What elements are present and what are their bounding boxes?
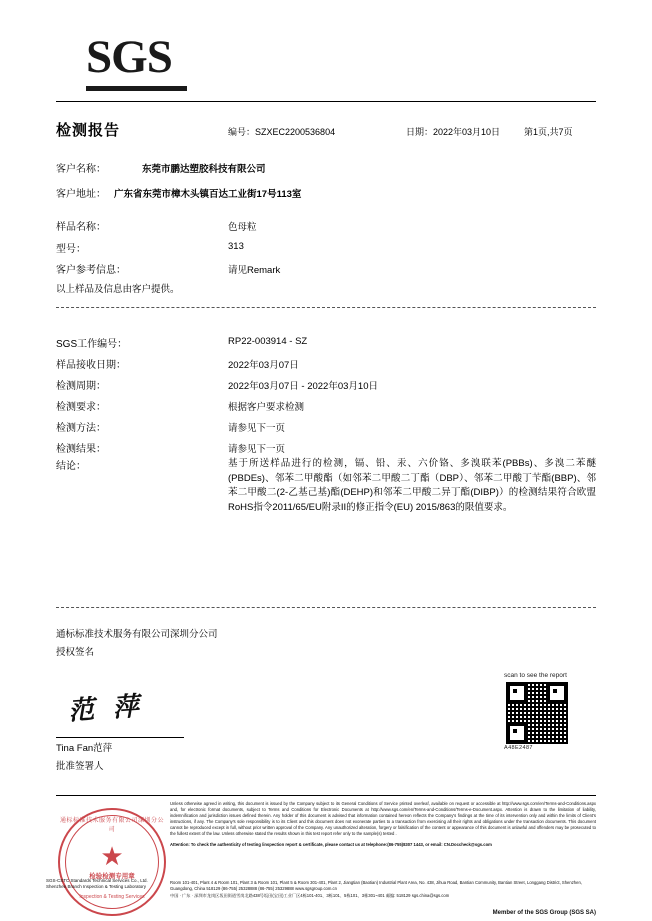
test-result-label: 检测结果：: [56, 444, 106, 455]
job-number-label: SGS工作编号：: [56, 339, 128, 350]
test-requirement-label: 检测要求：: [56, 402, 106, 413]
signatory-role: 批准签署人: [56, 761, 104, 772]
stamp-bottom-text: Inspection & Testing Services: [79, 894, 145, 900]
footer-address-block: [170, 880, 596, 899]
client-name-value: 东莞市鹏达塑胶科技有限公司: [142, 164, 266, 175]
received-date-value: 2022年03月07日: [228, 360, 299, 371]
footer-address-cn-text: 中国 · 广东 · 深圳市龙岗区坂田街道雪岗北路438号坂田(宝田)工业厂区4栋101-401、3栋101、5栋101、3栋301~401 邮编: 518129: [170, 892, 411, 898]
qr-finder-bottom-left: [507, 723, 527, 743]
report-date-value: 2022年03月10日: [433, 127, 501, 137]
footer-phone: (86-755) 25328888: [221, 886, 258, 892]
footer-email: sgs.china@sgs.com: [411, 892, 450, 898]
section-divider-top: [56, 307, 596, 308]
section-divider-bottom: [56, 607, 596, 608]
conclusion-label: 结论：: [56, 461, 86, 472]
stamp-center-text: 检验检测专用章: [89, 873, 135, 880]
test-method-value: 请参见下一页: [228, 423, 286, 434]
footer-web: www.sgsgroup.com.cn: [295, 886, 337, 892]
footer-divider: [56, 795, 596, 796]
received-date-label: 样品接收日期：: [56, 360, 126, 371]
footer-attention-text: Attention: To check the authenticity of testing /inspection report & certificate, please contact us at telephone:(86-755)8307 1443, or email: CN.Doccheck@sgs.com: [170, 842, 492, 847]
report-date: [406, 125, 500, 138]
sample-name-label: 样品名称：: [56, 222, 106, 233]
footer-member-text: Member of the SGS Group (SGS SA): [492, 910, 596, 916]
qr-finder-top-left: [507, 683, 527, 703]
footer-address-en-text: Room 101-401, Plant 4 & Room 101, Plant 3 & Room 101, Plant 5 & Room 301-401, Plant 2, Jiangtian (Baotian) Industrial Plant Area, No. 438, Jihua Road, Bantian Community, Bantian Street, Longgang District, Shenzhen, Guangdong, China 518129: [170, 880, 582, 892]
report-date-label: 日期：: [406, 127, 434, 137]
testing-period-value: 2022年03月07日 - 2022年03月10日: [228, 381, 378, 392]
page-title: 检测报告: [56, 122, 121, 139]
client-address-label: 客户地址：: [56, 189, 106, 200]
stamp-company-en: SGS-CSTC Standards Technical Services Co., Ltd.: [46, 878, 148, 883]
stamp-caption: [46, 878, 166, 891]
logo-underline: [86, 86, 187, 91]
client-reference-value: 请见Remark: [228, 265, 281, 276]
footer-fax: (86-755) 25329888: [258, 886, 294, 892]
report-number-label: 编号：: [228, 127, 256, 137]
test-method-label: 检测方法：: [56, 423, 106, 434]
client-address-value: 广东省东莞市樟木头镇百达工业街17号113室: [114, 189, 302, 200]
handwritten-signature: 范 萍: [67, 691, 146, 726]
qr-finder-top-right: [547, 683, 567, 703]
sample-name-value: 色母粒: [228, 222, 257, 233]
signature-rule: [56, 737, 184, 738]
stamp-lab-en: Shenzhen Branch Inspection & Testing Laboratory: [46, 884, 146, 890]
signing-company: 通标标准技术服务有限公司深圳分公司: [56, 629, 218, 640]
qr-code[interactable]: [504, 680, 570, 746]
official-stamp: [58, 808, 166, 916]
sample-model-value: 313: [228, 241, 244, 252]
sgs-logo: SGS: [86, 31, 172, 83]
signatory-name: Tina Fan范萍: [56, 743, 113, 754]
report-number-value: SZXEC2200536804: [255, 127, 336, 137]
client-reference-label: 客户参考信息：: [56, 265, 126, 276]
sample-model-label: 型号：: [56, 244, 86, 255]
page-indicator: 第1页,共7页: [524, 127, 573, 137]
footer-legal-text: Unless otherwise agreed in writing, this document is issued by the Company subject to its General Conditions of Service printed overleaf, available on request or accessible at http://www.sgs.com/en/Terms-and-Conditions.aspx and, for electronic format documents, subject to Terms and Conditions for Electronic Documents at http://www.sgs.com/en/Terms-and-Conditions/Terms-e-Document.aspx. Attention is drawn to the limitation of liability, indemnification and jurisdiction issues defined therein. Any holder of this document is advised that information contained hereon reflects the Company's findings at the time of its intervention only and within the limits of Client's instructions, if any. The Company's sole responsibility is to its Client and this document does not exonerate parties to a transaction from exercising all their rights and obligations under the transaction documents. This document cannot be reproduced except in full, without prior written approval of the Company. Any unauthorized alteration, forgery or falsification of the content or appearance of this document is unlawful and offenders may be prosecuted to the fullest extent of the law. Unless otherwise stated the results shown in this test report refer only to the sample(s) tested .: [170, 801, 596, 836]
report-number: [228, 125, 335, 138]
header-divider: [56, 101, 596, 102]
qr-caption: scan to see the report: [504, 672, 567, 679]
star-icon: ★: [100, 840, 124, 871]
test-result-value: 请参见下一页: [228, 444, 286, 455]
job-number-value: RP22-003914 - SZ: [228, 336, 308, 347]
authorized-signature-label: 授权签名: [56, 647, 95, 658]
test-requirement-value: 根据客户要求检测: [228, 402, 305, 413]
footer-address-cn: [170, 893, 596, 899]
stamp-top-text: 通标标准技术服务有限公司深圳分公司: [60, 818, 165, 833]
sample-provided-note: 以上样品及信息由客户提供。: [56, 284, 180, 295]
testing-period-label: 检测周期：: [56, 381, 106, 392]
qr-code-id: A48E2487: [504, 745, 533, 751]
footer-address-en: [170, 880, 596, 893]
client-name-label: 客户名称：: [56, 164, 106, 175]
conclusion-text: 基于所送样品进行的检测，镉、铅、汞、六价铬、多溴联苯(PBBs)、多溴二苯醚(PBDEs)、邻苯二甲酸酯（如邻苯二甲酸二丁酯（DBP）、邻苯二甲酸丁苄酯(BBP)、邻苯二甲酸二(2-乙基己基)酯(DEHP)和邻苯二甲酸二异丁酯(DIBP)）的检测结果符合欧盟RoHS指令2011/65/EU附录II的修正指令(EU) 2015/863的限值要求。: [228, 458, 596, 514]
